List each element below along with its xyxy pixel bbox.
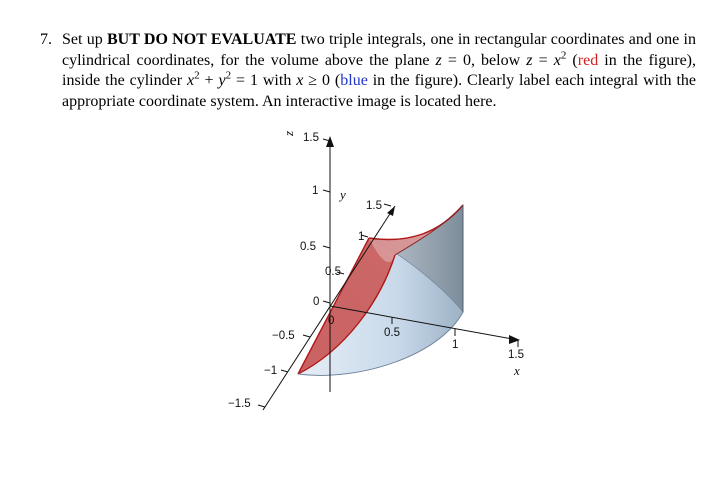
z-tick-label: 0.5	[300, 241, 316, 253]
z-axis-arrow	[326, 136, 334, 147]
blue-highlight: blue	[340, 72, 368, 89]
emphasis-text: BUT DO NOT EVALUATE	[107, 31, 297, 48]
z-tick-label: 1.5	[303, 132, 319, 144]
x-tick-label: 1.5	[508, 349, 524, 361]
z-tick-label: −0.5	[272, 330, 295, 342]
z-tick-label: 0	[313, 296, 320, 308]
z-tick-label: 1	[312, 185, 319, 197]
red-highlight: red	[577, 51, 599, 69]
problem-text: Set up BUT DO NOT EVALUATE two triple integrals, one in rectangular coordinates and one in cylindrical coordinates, for the volume above the plane z = 0, below $z = x^2$ (red in the figure), inside the cylinder $x^2 + y^2 = 1$ with x ≥ 0 (blue in the figure). Clearly label each integral with the appropriate coordinate system. An interactive image is located here.	[62, 31, 697, 110]
z-axis-label: z	[281, 130, 296, 136]
z-tick-label: −1	[264, 365, 278, 377]
x-tick-label: 0.5	[384, 327, 400, 339]
y-tick-label: 1.5	[366, 200, 382, 212]
y-tick-label: 1	[358, 231, 365, 243]
problem-number: 7.	[40, 31, 52, 48]
z-tick-label: −1.5	[228, 398, 251, 410]
y-axis-arrow	[387, 206, 395, 216]
x-axis-label: x	[514, 363, 520, 378]
y-tick-label: 0.5	[325, 266, 341, 278]
x-tick-label: 0	[328, 315, 335, 327]
x-tick-label: 1	[452, 339, 459, 351]
y-axis-label: y	[340, 187, 346, 202]
